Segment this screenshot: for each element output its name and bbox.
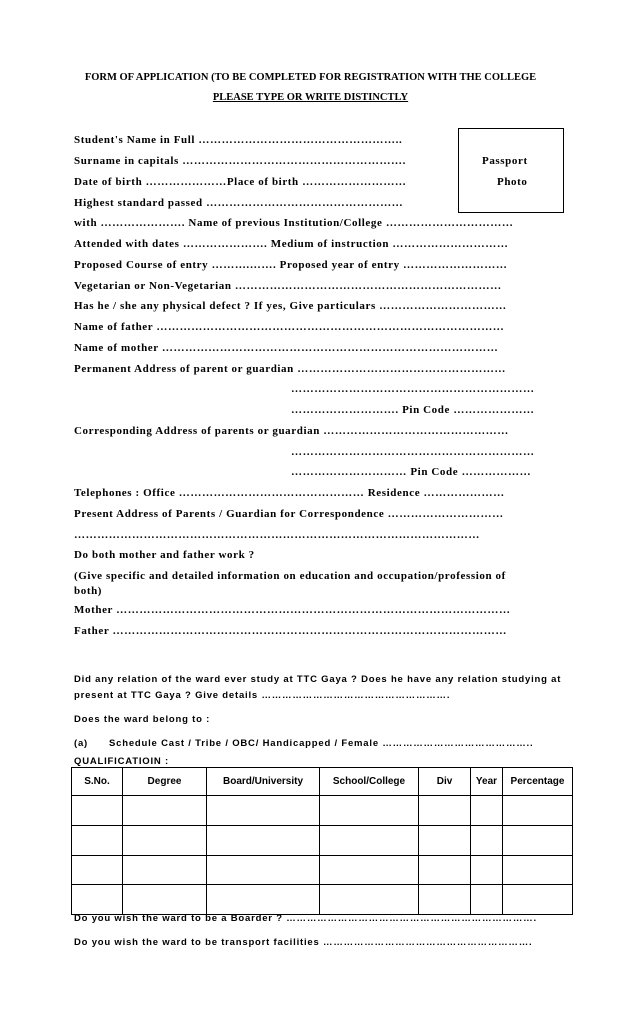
- table-cell[interactable]: [72, 855, 123, 885]
- table-cell[interactable]: [72, 825, 123, 855]
- table-cell[interactable]: [471, 825, 503, 855]
- table-row: [72, 855, 573, 885]
- field-mother-details[interactable]: Mother …………………………………………………………………………………………: [74, 604, 511, 616]
- table-cell[interactable]: [123, 885, 207, 915]
- form-subtitle: PLEASE TYPE OR WRITE DISTINCTLY: [212, 92, 409, 103]
- field-dob-place[interactable]: Date of birth …………………Place of birth ………………………: [74, 176, 407, 188]
- transport-question[interactable]: Do you wish the ward to be transport facilities …………………………………………………….: [74, 937, 533, 948]
- field-highest-standard[interactable]: Highest standard passed ……………………………………………: [74, 197, 404, 209]
- table-cell[interactable]: [123, 825, 207, 855]
- table-cell[interactable]: [503, 855, 573, 885]
- relation-question-line-2[interactable]: present at TTC Gaya ? Give details ……………………………………………….: [74, 690, 451, 701]
- permanent-address-pin[interactable]: ………………………. Pin Code …………………: [291, 404, 535, 416]
- table-cell[interactable]: [419, 855, 471, 885]
- table-cell[interactable]: [320, 796, 419, 826]
- column-header-div: Div: [419, 768, 471, 796]
- belong-option-label: (a): [74, 738, 89, 749]
- table-cell[interactable]: [471, 855, 503, 885]
- give-details-line-1: (Give specific and detailed information on education and occupation/profession of: [74, 570, 506, 582]
- table-cell[interactable]: [471, 796, 503, 826]
- field-present-address[interactable]: Present Address of Parents / Guardian for Correspondence …………………………: [74, 508, 504, 520]
- table-cell[interactable]: [471, 885, 503, 915]
- column-header-percentage: Percentage: [503, 768, 573, 796]
- field-surname[interactable]: Surname in capitals ………………………………………………….: [74, 155, 407, 167]
- table-cell[interactable]: [207, 855, 320, 885]
- table-cell[interactable]: [419, 825, 471, 855]
- qualification-header-row: [72, 768, 573, 796]
- column-header-year: Year: [471, 768, 503, 796]
- column-header-board: Board/University: [207, 768, 320, 796]
- column-header-school: School/College: [320, 768, 419, 796]
- corresponding-address-pin[interactable]: ………………………… Pin Code ………………: [291, 466, 532, 478]
- table-cell[interactable]: [503, 825, 573, 855]
- belong-question: Does the ward belong to :: [74, 714, 211, 725]
- field-telephones[interactable]: Telephones : Office ………………………………………… Residence …………………: [74, 487, 505, 499]
- table-row: [72, 885, 573, 915]
- give-details-line-2: both): [74, 585, 103, 597]
- table-row: [72, 796, 573, 826]
- field-father-name[interactable]: Name of father ………………………………………………………………………………: [74, 321, 505, 333]
- table-cell[interactable]: [503, 796, 573, 826]
- table-cell[interactable]: [320, 855, 419, 885]
- table-cell[interactable]: [503, 885, 573, 915]
- photo-label-photo: Photo: [497, 176, 528, 188]
- table-cell[interactable]: [419, 796, 471, 826]
- permanent-address-line-2[interactable]: ………………………………………………………: [291, 383, 535, 395]
- field-permanent-address[interactable]: Permanent Address of parent or guardian ………………………………………………: [74, 363, 507, 375]
- boarder-question[interactable]: Do you wish the ward to be a Boarder ? ……………………………………………………………….: [74, 913, 537, 924]
- field-vegetarian[interactable]: Vegetarian or Non-Vegetarian ……………………………………………………………: [74, 280, 502, 292]
- field-previous-institution[interactable]: with …………………. Name of previous Institution/College ……………………………: [74, 217, 514, 229]
- field-father-details[interactable]: Father …………………………………………………………………………………………: [74, 625, 507, 637]
- table-cell[interactable]: [72, 796, 123, 826]
- belong-option-text[interactable]: Schedule Cast / Tribe / OBC/ Handicapped / Female ……………………………………..: [109, 738, 534, 749]
- form-title: FORM OF APPLICATION (TO BE COMPLETED FOR REGISTRATION WITH THE COLLEGE: [84, 72, 537, 83]
- table-cell[interactable]: [123, 796, 207, 826]
- table-cell[interactable]: [320, 885, 419, 915]
- table-cell[interactable]: [207, 796, 320, 826]
- qualification-label: QUALIFICATIOIN :: [74, 756, 169, 767]
- table-row: [72, 825, 573, 855]
- photo-label-passport: Passport: [482, 155, 528, 167]
- table-cell[interactable]: [123, 855, 207, 885]
- work-question: Do both mother and father work ?: [74, 549, 255, 561]
- field-corresponding-address[interactable]: Corresponding Address of parents or guardian …………………………………………: [74, 425, 509, 437]
- passport-photo-box: [458, 128, 564, 213]
- table-cell[interactable]: [207, 825, 320, 855]
- table-cell[interactable]: [72, 885, 123, 915]
- table-cell[interactable]: [207, 885, 320, 915]
- field-proposed-course[interactable]: Proposed Course of entry ……….……. Proposed year of entry ………………………: [74, 259, 508, 271]
- column-header-degree: Degree: [123, 768, 207, 796]
- column-header-sno: S.No.: [72, 768, 123, 796]
- field-physical-defect[interactable]: Has he / she any physical defect ? If yes, Give particulars ……………………………: [74, 300, 507, 312]
- table-cell[interactable]: [419, 885, 471, 915]
- corresponding-address-line-2[interactable]: ………………………………………………………: [291, 446, 535, 458]
- field-attended-dates[interactable]: Attended with dates …………………. Medium of instruction …………………………: [74, 238, 509, 250]
- relation-question-line-1: Did any relation of the ward ever study at TTC Gaya ? Does he have any relation studying at: [74, 674, 562, 685]
- field-mother-name[interactable]: Name of mother ……………………………………………………………………………: [74, 342, 499, 354]
- qualification-table: [71, 767, 573, 915]
- table-cell[interactable]: [320, 825, 419, 855]
- present-address-continuation[interactable]: ……………………………………………………………………………………………: [74, 529, 480, 541]
- field-student-name[interactable]: Student's Name in Full ……………………………………………..: [74, 134, 403, 146]
